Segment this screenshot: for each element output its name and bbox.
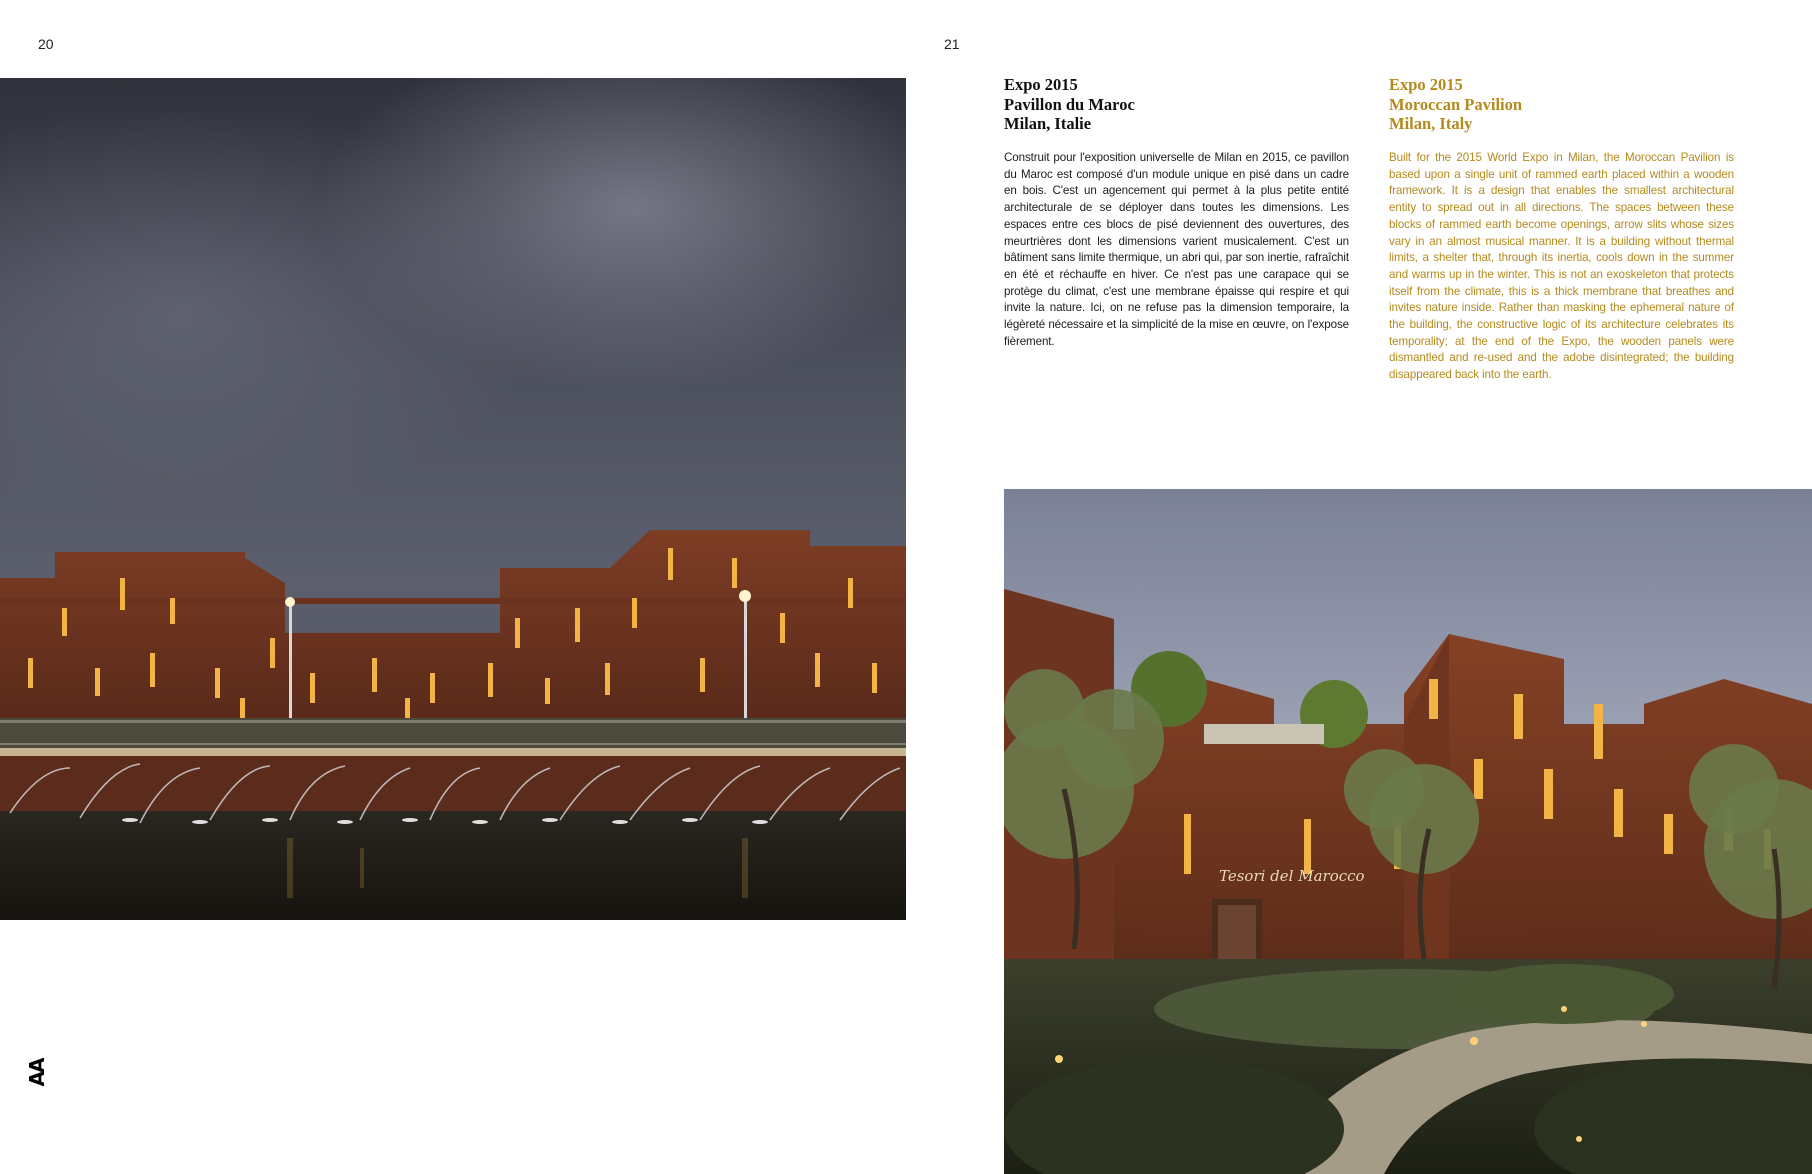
title-french xyxy=(1004,75,1349,134)
body-text-english: Built for the 2015 World Expo in Milan, the Moroccan Pavilion is based upon a single unit of rammed earth placed within a wooden framework. It is a design that enables the smallest architectural entity to spread out in all directions. The spaces between these blocks of rammed earth become openings, arrow slits whose sizes vary in an almost musical manner. It is a building without thermal limits, a shelter that, through its inertia, cools down in the summer and warms up in the winter. This is not an exoskeleton that protects itself from the climate, this is a thick membrane that breathes and invites nature inside. Rather than masking the ephemeral nature of the building, the constructive logic of its architecture celebrates its temporality; at the end of the Expo, the wooden panels were dismantled and re-used and the adobe disintegrated; the building disappeared back into the earth. xyxy=(1389,151,1734,382)
title-fr-line-1: Expo 2015 xyxy=(1004,75,1078,94)
pavilion-waterfront-photo xyxy=(0,78,906,920)
title-en-line-2: Moroccan Pavilion xyxy=(1389,94,1523,114)
publisher-logo xyxy=(22,1048,52,1098)
page-number-right: 21 xyxy=(944,36,960,52)
title-fr-line-2: Pavillon du Maroc xyxy=(1004,94,1135,114)
facade-sign: Tesori del Marocco xyxy=(1219,867,1365,885)
logo-text: AA xyxy=(25,1059,49,1087)
title-en-line-3: Milan, Italy xyxy=(1389,114,1473,133)
body-text-french: Construit pour l'exposition universelle de Milan en 2015, ce pavillon du Maroc est composé d'un module unique en pisé dans un cadre en bois. C'est un agencement qui permet à la plus petite entité architecturale de se déployer dans toutes les dimensions. Les espaces entre ces blocs de pisé deviennent des ouvertures, des meurtrières dont les dimensions varient musicalement. C'est un bâtiment sans limite thermique, un abri qui, par son inertie, rafraîchit en été et réchauffe en hiver. Ce n'est pas une carapace qui se protège du climat, c'est une membrane épaisse qui respire et qui invite la nature. Ici, on ne refuse pas la dimension temporaire, la légèreté nécessaire et la simplicité de la mise en œuvre, on l'expose fièrement. xyxy=(1004,151,1349,348)
page-number-left: 20 xyxy=(38,36,54,52)
title-fr-line-3: Milan, Italie xyxy=(1004,114,1092,133)
title-english xyxy=(1389,75,1734,134)
title-en-line-1: Expo 2015 xyxy=(1389,75,1463,94)
pavilion-courtyard-photo xyxy=(1004,489,1812,1174)
